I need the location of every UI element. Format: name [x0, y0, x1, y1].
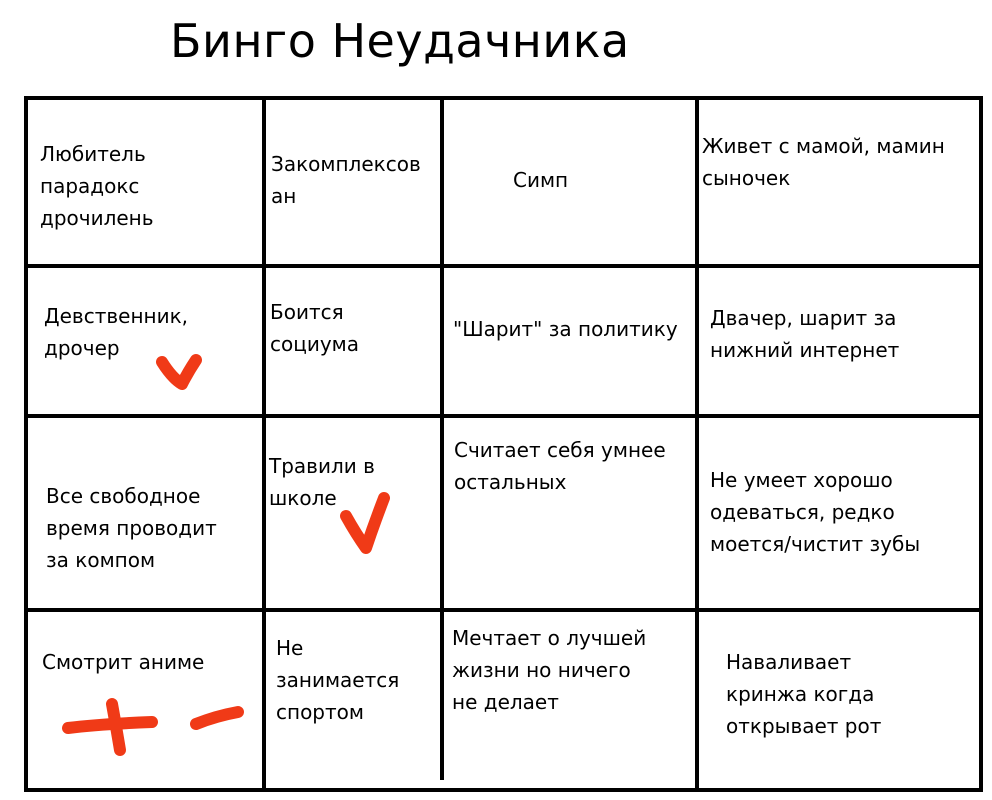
- bingo-cell-14: [276, 632, 399, 728]
- cell-line: парадокс: [40, 174, 140, 198]
- bingo-cell-15: [452, 622, 646, 718]
- cell-line: жизни но ничего: [452, 658, 631, 682]
- bingo-cell-7: [453, 313, 678, 345]
- cell-line: моется/чистит зубы: [710, 532, 921, 556]
- cell-line: Смотрит аниме: [42, 650, 205, 674]
- cell-line: школе: [269, 486, 337, 510]
- cell-line: дрочилень: [40, 206, 154, 230]
- page-title: Бинго Неудачника: [170, 14, 630, 68]
- bingo-cell-16: [726, 646, 881, 742]
- cell-line: социума: [270, 332, 360, 356]
- cell-line: открывает рот: [726, 714, 882, 738]
- cell-line: Наваливает: [726, 650, 852, 674]
- cell-line: за компом: [46, 548, 156, 572]
- cell-line: спортом: [276, 700, 364, 724]
- cell-line: ан: [271, 184, 297, 208]
- cell-line: одеваться, редко: [710, 500, 895, 524]
- bingo-cell-4: [702, 130, 945, 194]
- cell-line: Двачер, шарит за: [710, 306, 897, 330]
- cell-line: Боится: [270, 300, 344, 324]
- cell-line: Все свободное: [46, 484, 201, 508]
- cell-line: Закомплексов: [271, 152, 421, 176]
- cell-line: Считает себя умнее: [454, 438, 666, 462]
- cell-line: остальных: [454, 470, 567, 494]
- bingo-cell-12: [710, 464, 920, 560]
- bingo-cell-10: [269, 450, 375, 514]
- cell-line: Травили в: [269, 454, 375, 478]
- bingo-cell-1: [40, 138, 154, 234]
- cell-line: Не умеет хорошо: [710, 468, 893, 492]
- cell-line: Девственник,: [44, 304, 189, 328]
- cell-line: время проводит: [46, 516, 217, 540]
- cell-line: кринжа когда: [726, 682, 875, 706]
- bingo-cell-8: [710, 302, 899, 366]
- cell-line: сыночек: [702, 166, 791, 190]
- cell-line: Симп: [513, 168, 569, 192]
- bingo-cell-6: [270, 296, 359, 360]
- cell-line: нижний интернет: [710, 338, 900, 362]
- bingo-cell-3: [513, 164, 568, 196]
- cell-line: занимается: [276, 668, 400, 692]
- bingo-cell-5: [44, 300, 188, 364]
- cell-line: "Шарит" за политику: [453, 317, 678, 341]
- cell-line: Живет с мамой, мамин: [702, 134, 945, 158]
- cell-line: Не: [276, 636, 304, 660]
- bingo-cell-9: [46, 480, 217, 576]
- bingo-cell-11: [454, 434, 666, 498]
- cell-line: не делает: [452, 690, 559, 714]
- cell-line: дрочер: [44, 336, 120, 360]
- cell-line: Любитель: [40, 142, 146, 166]
- cell-line: Мечтает о лучшей: [452, 626, 647, 650]
- bingo-cell-13: [42, 646, 204, 678]
- bingo-cell-2: [271, 148, 421, 212]
